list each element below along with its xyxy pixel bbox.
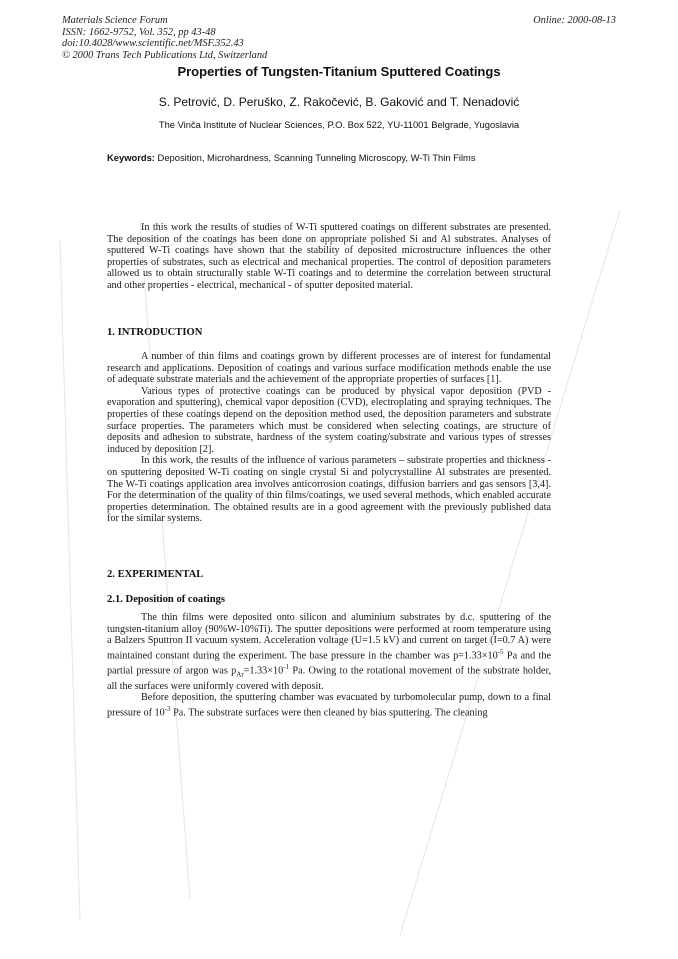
abstract — [107, 222, 551, 292]
journal-header — [62, 15, 267, 61]
deposition-paragraph-1: The thin films were deposited onto silicon and aluminium substrates by d.c. sputtering of the tungsten-titanium alloy (90%W-10%Ti). The sputter depositions were performed at room temperature using a Balzers Sputtron II vacuum system. Acceleration voltage (U=1.5 kV) and current on target (I=0.7 A) were maintained constant during the experiment. The base pressure in the chamber was $p=1.33\times 10^{-5}$ Pa and the partial pressure of argon was $p_{Ar}=1.33\times 10^{-1}$ Pa. Owing to the rotational movement of the substrate holder, all the surfaces were uniformly covered with deposit. — [107, 612, 551, 692]
abstract-paragraph: In this work the results of studies of W-Ti sputtered coatings on different substrates are presented. The deposition of the coatings has been done on appropriate polished Si and Al substrates. Analyses of sputtered W-Ti coatings have shown that the stability of deposited microstructure influences the other properties of substrates, such as electrical and mechanical properties. The control of deposition parameters allowed us to obtain structurally stable W-Ti coatings and to determine the correlation between structural and other properties - electrical, mechanical - of sputter deposited material. — [107, 222, 551, 291]
deposition-paragraph-2: Before deposition, the sputtering chamber was evacuated by turbomolecular pump, down to a final pressure of $10^{-3}$ Pa. The substrate surfaces were then cleaned by bias sputtering. The cleaning — [107, 692, 551, 719]
intro-paragraph-2: Various types of protective coatings can be produced by physical vapor deposition (PVD - evaporation and sputtering), chemical vapor deposition (CVD), electroplating and spraying techniques. The properties of these coatings depend on the deposition method used, the deposition parameters and substrate surface properties. The parameters which must be considered when selecting coatings, are structure of deposits and adhesion to substrate, hardness of the system coating/substrate and various types of stresses induced by deposition [2]. — [107, 385, 551, 455]
intro-paragraph-3: In this work, the results of the influence of various parameters – substrate properties and thickness - on sputtering deposited W-Ti coating on single crystal Si and polycrystalline Al substrates are presented. The W-Ti coatings application area involves anticorrosion coatings, diffusion barriers and gas sensors [3,4]. For the determination of the quality of thin films/coatings, we used several methods, which enabled accurate properties determination. The obtained results are in a good agreement with the previously published data for the similar systems. — [107, 455, 551, 525]
deposition-body — [107, 612, 551, 719]
introduction-body — [107, 351, 551, 525]
paper-title: Properties of Tungsten-Titanium Sputtered Coatings — [177, 64, 501, 79]
subsection-heading-deposition: 2.1. Deposition of coatings — [107, 594, 226, 605]
online-date: Online: 2000-08-13 — [533, 15, 616, 26]
intro-paragraph-1: A number of thin films and coatings grown by different processes are of interest for fundamental research and applications. Deposition of coatings and various surface modification methods enable the use of adequate substrate materials and the achievement of the appropriate properties of surfaces [1]. — [107, 351, 551, 386]
keywords-text: Deposition, Microhardness, Scanning Tunneling Microscopy, W-Ti Thin Films — [157, 152, 476, 163]
paper-authors: S. Petrović, D. Peruško, Z. Rakočević, B. Gaković and T. Nenadović — [158, 95, 520, 109]
keywords-label: Keywords: — [107, 152, 155, 163]
section-heading-introduction: 1. INTRODUCTION — [107, 327, 203, 338]
section-heading-experimental: 2. EXPERIMENTAL — [107, 569, 204, 580]
keywords-line — [107, 152, 476, 163]
author-affiliation: The Vinča Institute of Nuclear Sciences, P.O. Box 522, YU-11001 Belgrade, Yugoslavia — [158, 119, 520, 130]
journal-doi[interactable]: doi:10.4028/www.scientific.net/MSF.352.43 — [62, 38, 244, 50]
journal-name: Materials Science Forum — [62, 15, 168, 26]
journal-copyright: © 2000 Trans Tech Publications Ltd, Switzerland — [62, 49, 268, 61]
journal-issn: ISSN: 1662-9752, Vol. 352, pp 43-48 — [62, 26, 216, 38]
